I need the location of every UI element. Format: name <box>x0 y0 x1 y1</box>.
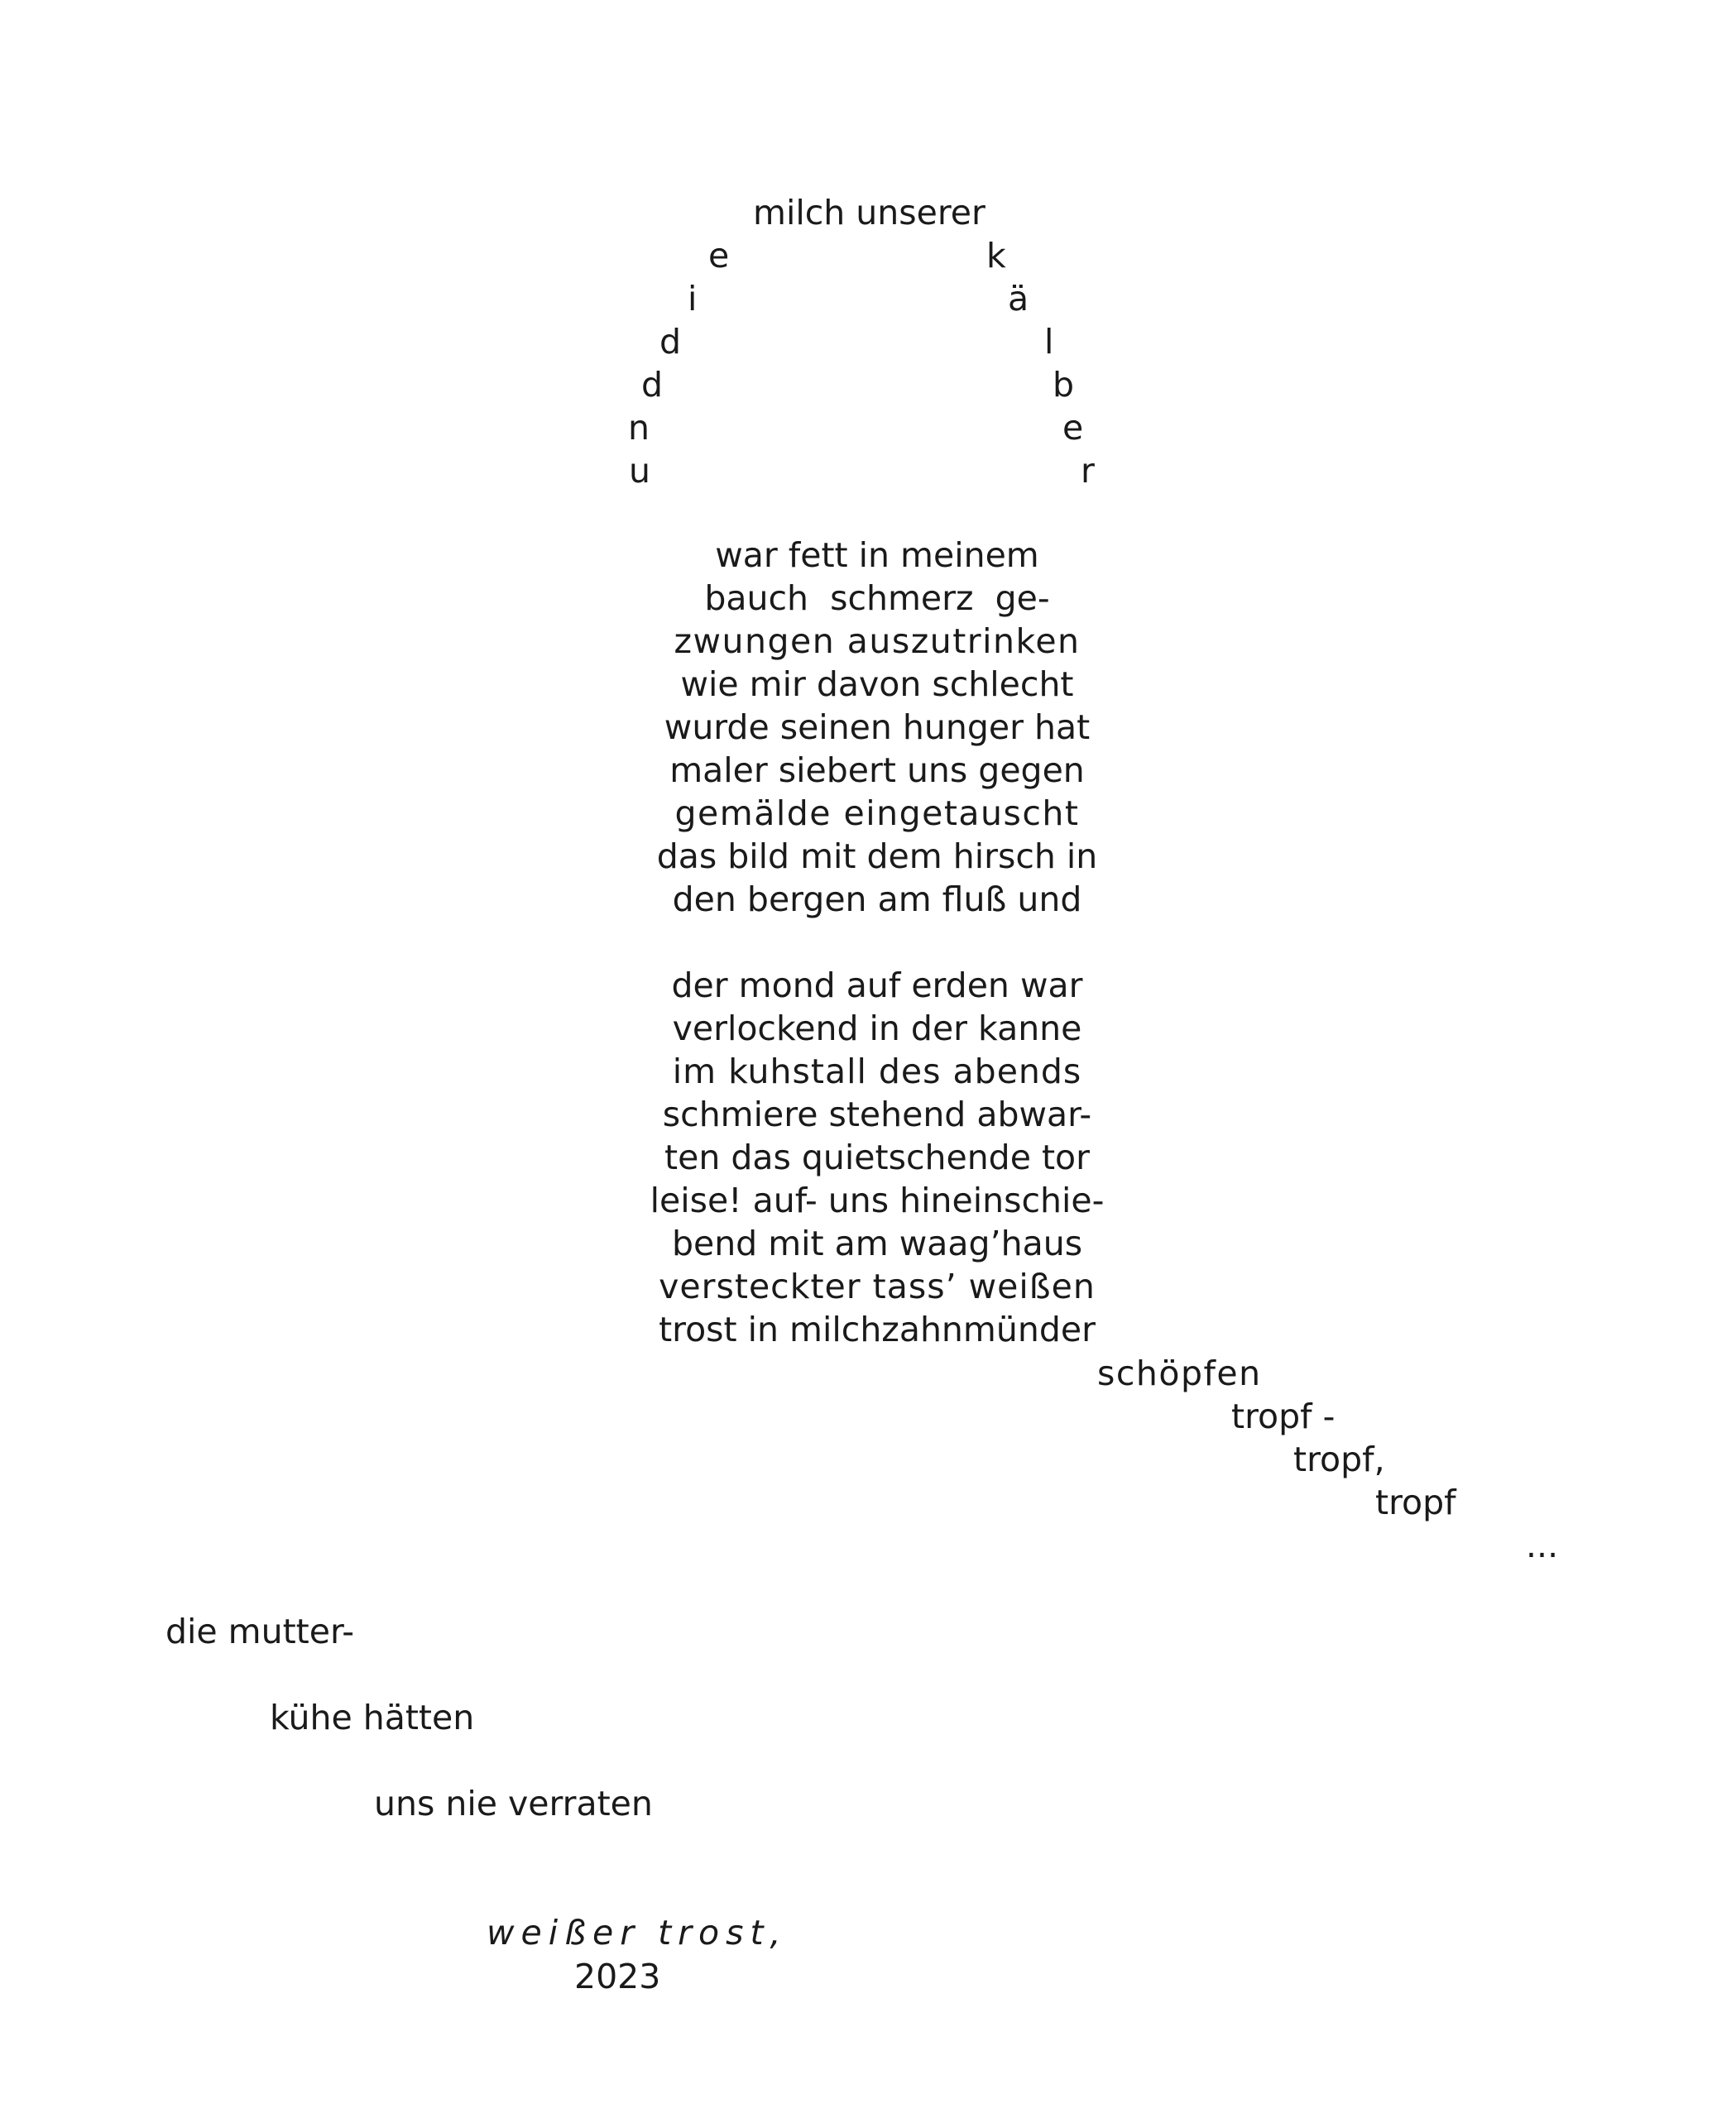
poem-line: war fett in meinem <box>715 535 1039 575</box>
stanza-two <box>612 964 1142 1351</box>
poem-line: maler siebert uns gegen <box>669 750 1085 790</box>
poem-line: schmiere stehend abwar- <box>662 1095 1092 1134</box>
drip-word: schöpfen <box>1097 1354 1262 1393</box>
poem-line: bend mit am waag’haus <box>671 1224 1083 1263</box>
arch-right-letter: l <box>1044 322 1054 362</box>
arch-right-letter: e <box>1062 408 1084 448</box>
drip-word: tropf - <box>1231 1397 1336 1436</box>
poem-line: trost in milchzahnmünder <box>659 1310 1096 1349</box>
arch-top-line: milch unserer <box>753 193 985 232</box>
drip-word: tropf <box>1375 1483 1456 1522</box>
arch-left-letter: n <box>628 408 650 448</box>
poem-line: den bergen am fluß und <box>672 879 1082 919</box>
drip-ellipsis: ... <box>1526 1526 1559 1565</box>
poem-line: verlockend in der kanne <box>672 1009 1082 1048</box>
coda-line: uns nie verraten <box>374 1784 653 1823</box>
stanza-one <box>612 534 1142 921</box>
poem-line: versteckter tass’ weißen <box>659 1267 1096 1306</box>
poem-year: 2023 <box>574 1957 661 1996</box>
poem-line: der mond auf erden war <box>671 966 1083 1005</box>
poem-line: im kuhstall des abends <box>672 1052 1082 1091</box>
coda-line: kühe hätten <box>270 1698 475 1737</box>
poem-line: gemälde eingetauscht <box>674 793 1080 833</box>
poem-line: ten das quietschende tor <box>664 1138 1090 1177</box>
poem-line: bauch schmerz ge- <box>704 578 1050 618</box>
arch-right-letter: b <box>1053 365 1075 405</box>
arch-left-letter: e <box>708 236 730 276</box>
poem-line: wie mir davon schlecht <box>680 664 1074 704</box>
arch-right-letter: k <box>986 236 1006 276</box>
poem-title: weißer trost, <box>487 1913 788 1953</box>
arch-left-letter: i <box>688 279 698 319</box>
poem-line: leise! auf- uns hineinschie- <box>650 1181 1105 1220</box>
arch-right-letter: ä <box>1008 279 1029 319</box>
poem-line: zwungen auszutrinken <box>674 621 1081 661</box>
arch-left-letter: u <box>629 451 650 491</box>
poem-line: das bild mit dem hirsch in <box>656 836 1098 876</box>
poem-line: wurde seinen hunger hat <box>664 707 1091 747</box>
drip-word: tropf, <box>1293 1440 1385 1479</box>
arch-left-letter: d <box>641 365 664 405</box>
arch-left-letter: d <box>659 322 682 362</box>
coda-line: die mutter- <box>165 1612 355 1651</box>
arch-right-letter: r <box>1081 451 1095 491</box>
